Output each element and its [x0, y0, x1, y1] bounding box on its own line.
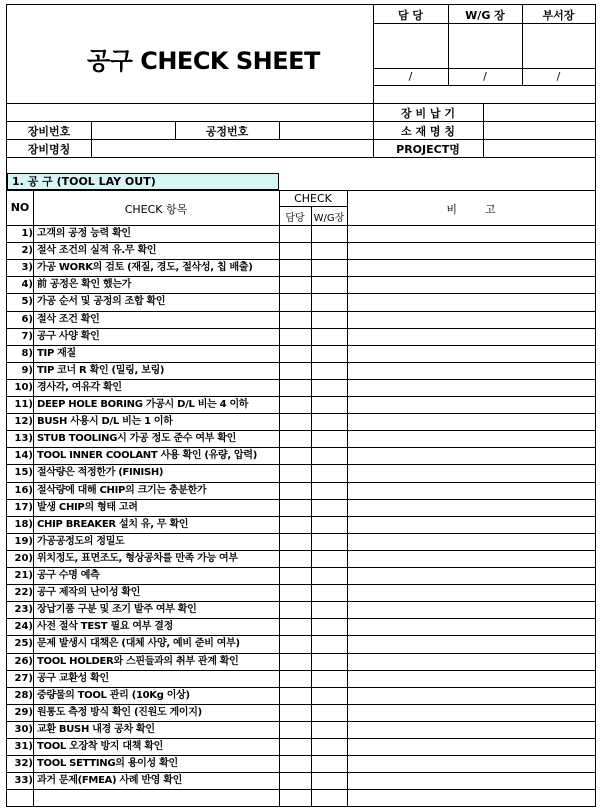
row-number: 23) [14, 604, 33, 616]
check-item-text: 가공 순서 및 공정의 조합 확인 [37, 296, 166, 308]
check-sub-line [279, 206, 347, 207]
table-row [7, 550, 595, 567]
material-label: 소 재 명 칭 [401, 125, 455, 138]
check-item-text: 발생 CHIP의 형태 고려 [37, 501, 138, 513]
approval-date-dept: / [556, 70, 561, 83]
row-number: 33) [14, 775, 33, 787]
check-item-text: 절삭 조건 확인 [37, 313, 100, 325]
approval-date-line [373, 85, 595, 86]
table-row [7, 670, 595, 687]
col-check-manager: 담당 [285, 213, 305, 224]
check-item-text: 공구 수명 예측 [37, 570, 100, 581]
table-row [7, 704, 595, 721]
row-number: 2) [21, 245, 33, 257]
table-row [7, 738, 595, 755]
check-item-text: TIP 재질 [37, 347, 76, 359]
table-row [7, 311, 595, 328]
table-row [7, 601, 595, 618]
table-row [7, 584, 595, 601]
row-number: 18) [14, 518, 33, 530]
table-row [7, 653, 595, 670]
row-number: 30) [14, 723, 33, 735]
info-divider-label [91, 121, 92, 157]
row-number: 19) [14, 535, 33, 547]
row-number: 32) [14, 758, 33, 770]
table-row [7, 379, 595, 396]
table-row [7, 328, 595, 345]
info-line-3 [7, 157, 595, 158]
check-item-text: 공구 사양 확인 [37, 330, 100, 342]
col-no-header: NO [10, 201, 30, 214]
table-row [7, 362, 595, 379]
check-item-text: 가공공정도의 정밀도 [37, 535, 125, 547]
check-item-text: DEEP HOLE BORING 가공시 D/L 비는 4 이하 [37, 399, 249, 410]
table-top-line [7, 190, 595, 191]
row-number: 26) [14, 655, 33, 667]
table-row [7, 242, 595, 259]
col-check-wg: W/G장 [313, 213, 345, 224]
row-number: 14) [14, 450, 33, 462]
row-number: 28) [14, 689, 33, 701]
check-item-text: TOOL SETTING의 용이성 확인 [37, 758, 178, 770]
row-number: 24) [14, 621, 33, 633]
table-row [7, 464, 595, 481]
table-row [7, 618, 595, 635]
row-number: 12) [14, 416, 33, 428]
row-number: 25) [14, 638, 33, 650]
row-number: 11) [14, 399, 33, 410]
check-item-text: TOOL INNER COOLANT 사용 확인 (유량, 압력) [37, 450, 258, 462]
info-divider-value [483, 103, 484, 157]
check-item-text: 과거 문제(FMEA) 사례 반영 확인 [37, 775, 183, 787]
check-item-text: 위치정도, 표면조도, 형상공차를 만족 가능 여부 [37, 552, 238, 564]
table-row [7, 413, 595, 430]
row-divider [7, 806, 595, 807]
row-number: 10) [14, 381, 33, 393]
approval-header-dept: 부서장 [542, 9, 575, 22]
table-row [7, 482, 595, 499]
equipment-no-label: 장비번호 [27, 125, 71, 138]
col-item-header: CHECK 항목 [124, 203, 188, 216]
check-item-text: 중량물의 TOOL 관리 (10Kg 이상) [37, 689, 190, 701]
check-item-text: 前 공정은 확인 했는가 [37, 279, 132, 291]
table-row [7, 447, 595, 464]
table-row [7, 755, 595, 772]
row-number: 7) [21, 330, 33, 342]
check-item-text: BUSH 사용시 D/L 비는 1 이하 [37, 416, 173, 428]
table-row [7, 430, 595, 447]
table-row [7, 259, 595, 276]
check-item-text: TOOL HOLDER와 스핀들과의 취부 관계 확인 [37, 655, 239, 667]
row-number: 21) [14, 570, 33, 581]
row-number: 15) [14, 467, 33, 479]
row-number: 27) [14, 672, 33, 684]
check-item-text: 공구 제작의 난이성 확인 [37, 587, 141, 599]
info-top-line [7, 103, 595, 104]
row-number: 9) [21, 364, 33, 376]
table-row [7, 687, 595, 704]
check-item-text: 교환 BUSH 내경 공차 확인 [37, 723, 155, 735]
check-item-text: 장납기품 구분 및 조기 발주 여부 확인 [37, 604, 197, 616]
info-line-1 [7, 121, 595, 122]
approval-sign-line [373, 68, 595, 69]
check-sheet [6, 4, 596, 807]
row-number: 31) [14, 741, 33, 752]
table-row [7, 225, 595, 242]
row-number: 16) [14, 484, 33, 496]
check-item-text: STUB TOOLING시 가공 정도 준수 여부 확인 [37, 433, 237, 445]
info-line-2 [7, 139, 595, 140]
approval-header-line [373, 23, 595, 24]
approval-date-wg: / [483, 70, 487, 83]
table-row [7, 789, 595, 806]
check-item-text: 절삭 조건의 실적 유.무 확인 [37, 245, 157, 257]
section-title: 1. 공 구 (TOOL LAY OUT) [7, 173, 279, 190]
check-item-text: 절삭량에 대해 CHIP의 크기는 충분한가 [37, 484, 207, 496]
table-row [7, 721, 595, 738]
table-row [7, 396, 595, 413]
check-item-text: 원통도 측정 방식 확인 (진원도 게이지) [37, 706, 202, 718]
row-number: 13) [14, 433, 33, 445]
sheet-title: 공구 CHECK SHEET [87, 47, 320, 75]
table-row [7, 567, 595, 584]
project-label: PROJECT명 [396, 143, 460, 156]
table-row [7, 516, 595, 533]
table-row [7, 772, 595, 789]
table-row [7, 276, 595, 293]
check-item-text: 경사각, 여유각 확인 [37, 381, 122, 393]
check-item-text: 고객의 공정 능력 확인 [37, 228, 131, 239]
approval-header-manager: 담 당 [397, 9, 424, 22]
row-number: 4) [21, 279, 33, 291]
table-row [7, 345, 595, 362]
table-row [7, 293, 595, 310]
col-remarks-header: 비 고 [446, 203, 496, 216]
check-item-text: 가공 WORK의 검토 (재질, 경도, 절삭성, 칩 배출) [37, 262, 253, 274]
info-divider-process-value [279, 121, 280, 139]
table-row [7, 533, 595, 550]
table-row [7, 635, 595, 652]
row-number: 29) [14, 706, 33, 718]
row-number: 22) [14, 587, 33, 599]
row-number: 20) [14, 552, 33, 564]
col-check-header: CHECK [294, 192, 332, 205]
check-item-text: TIP 코너 R 확인 (밀링, 보링) [37, 364, 165, 376]
row-number: 5) [21, 296, 33, 308]
process-no-label: 공정번호 [205, 125, 249, 138]
check-item-text: 사전 절삭 TEST 필요 여부 결정 [37, 621, 173, 633]
row-number: 1) [21, 228, 33, 239]
row-number: 17) [14, 501, 33, 513]
equipment-name-label: 장비명칭 [27, 143, 71, 156]
row-number: 6) [21, 313, 33, 325]
check-item-text: 문제 발생시 대책은 (대체 사양, 예비 준비 여부) [37, 638, 240, 650]
check-item-text: 공구 교환성 확인 [37, 672, 109, 684]
row-number: 3) [21, 262, 33, 274]
row-number: 8) [21, 347, 33, 359]
approval-header-wg: W/G 장 [465, 9, 505, 22]
approval-date-manager: / [408, 70, 413, 83]
check-item-text: 절삭량은 적정한가 (FINISH) [37, 467, 164, 479]
table-row [7, 499, 595, 516]
check-item-text: TOOL 오장착 방지 대책 확인 [37, 741, 163, 752]
check-item-text: CHIP BREAKER 설치 유, 무 확인 [37, 518, 189, 530]
delivery-label: 장 비 납 기 [401, 107, 455, 120]
